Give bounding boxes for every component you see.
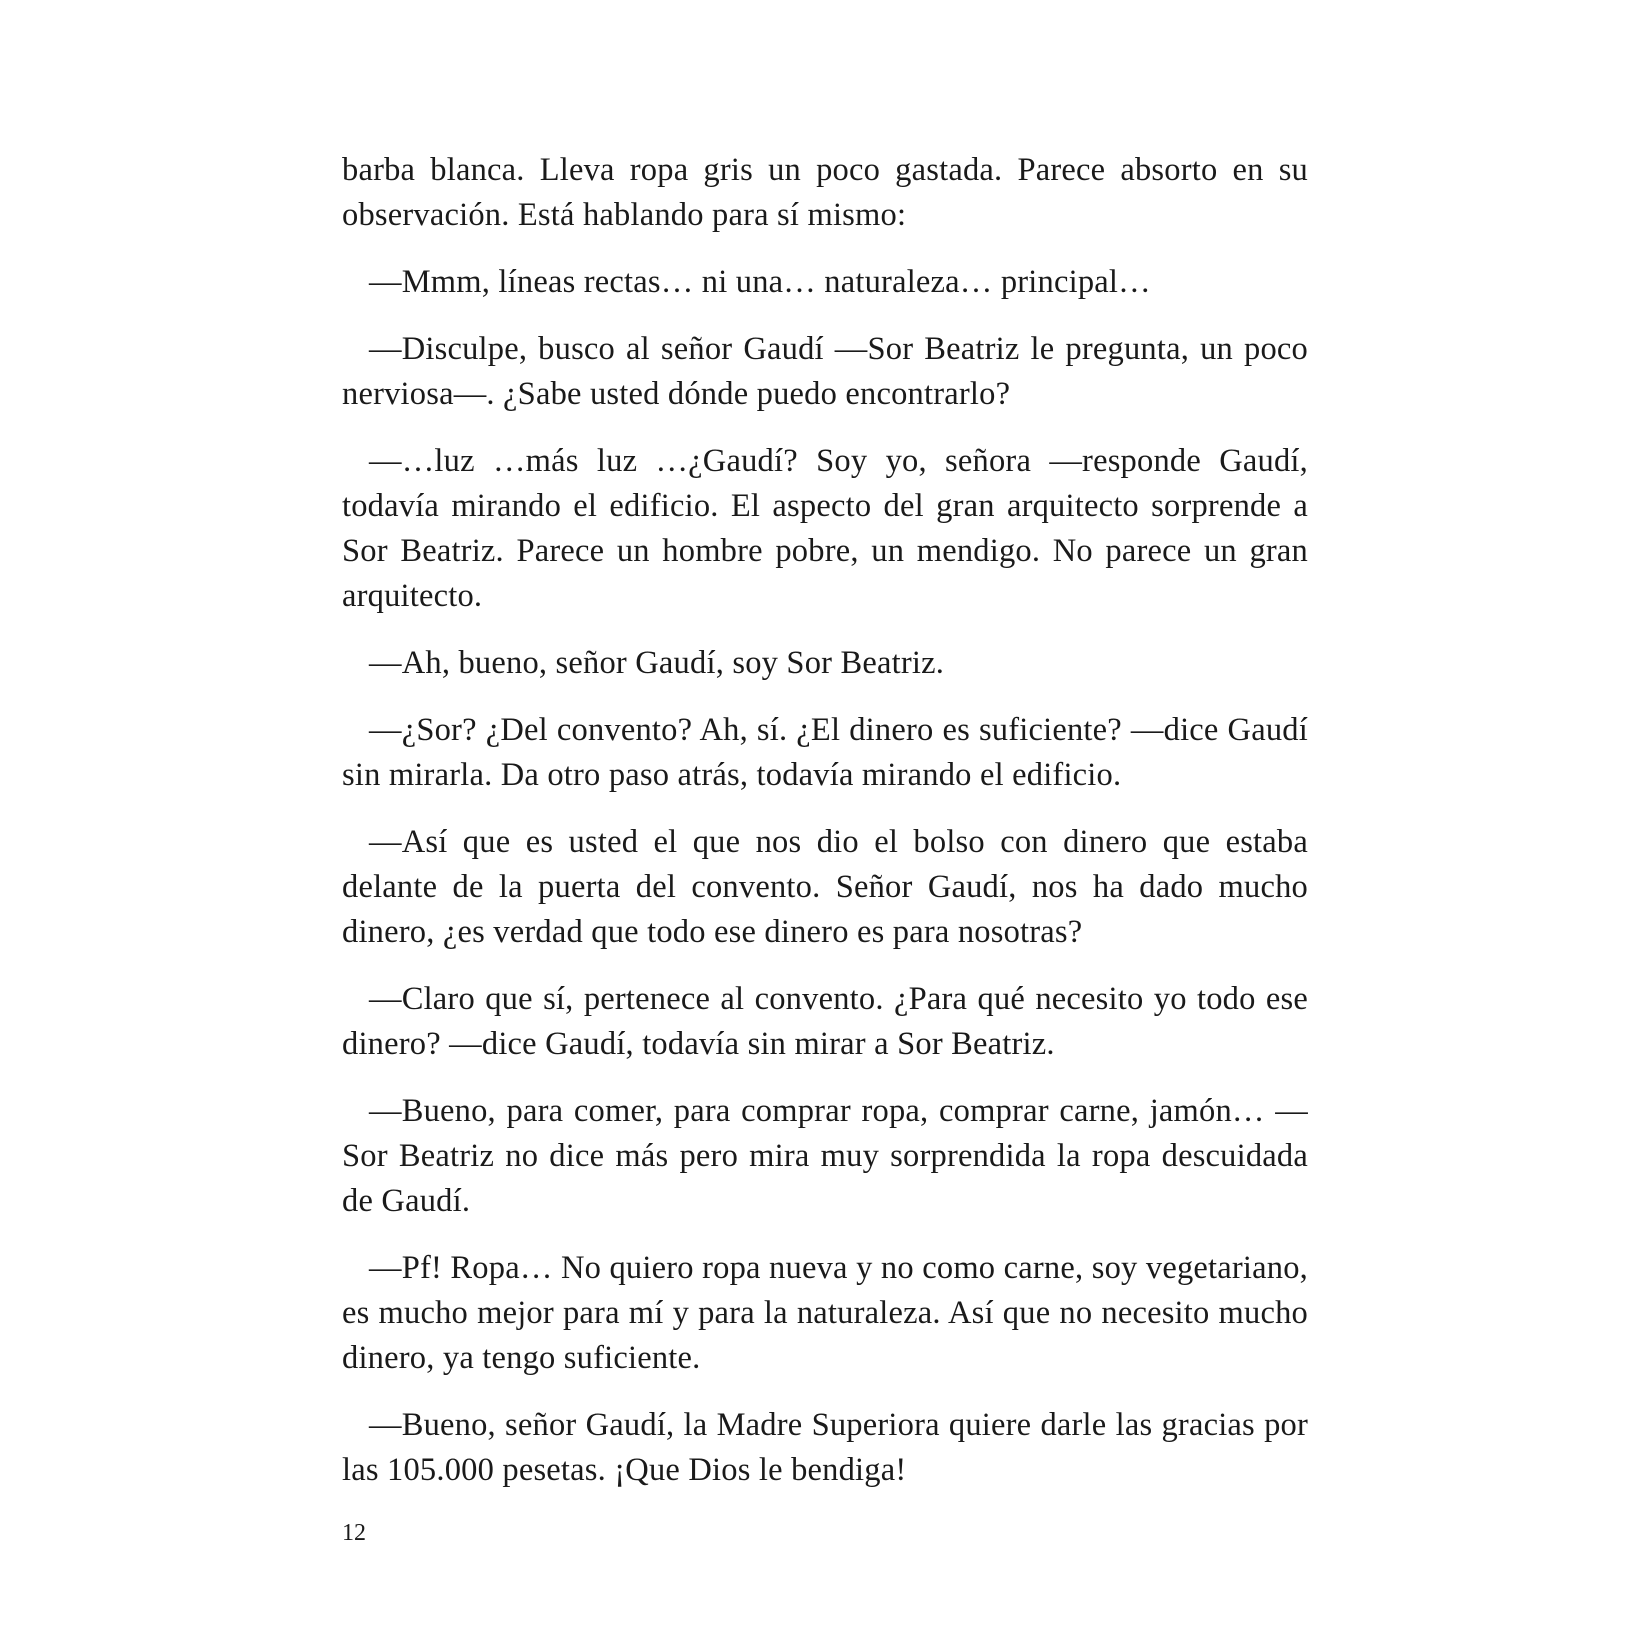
paragraph-5: —Ah, bueno, señor Gaudí, soy Sor Beatriz. xyxy=(369,645,945,681)
paragraph-10: —Pf! Ropa… No quiero ropa nueva y no como carne, soy vegetariano, es mucho mejor para mí y para la naturaleza. Así que no necesito mucho dinero, ya tengo suficiente. xyxy=(342,1250,1308,1376)
paragraph-6: —¿Sor? ¿Del convento? Ah, sí. ¿El dinero es suficiente? —dice Gaudí sin mirarla. Da otro paso atrás, todavía mirando el edificio. xyxy=(342,712,1308,793)
paragraph-1: barba blanca. Lleva ropa gris un poco gastada. Parece absorto en su observación. Está hablando para sí mismo: xyxy=(342,152,1308,233)
body-text xyxy=(342,148,1308,1515)
page-number: 12 xyxy=(342,1520,366,1546)
paragraph-2: —Mmm, líneas rectas… ni una… naturaleza… principal… xyxy=(369,264,1151,300)
paragraph-9: —Bueno, para comer, para comprar ropa, comprar carne, jamón… —Sor Beatriz no dice más pero mira muy sorprendida la ropa descuidada de Gaudí. xyxy=(342,1093,1308,1219)
paragraph-11: —Bueno, señor Gaudí, la Madre Superiora quiere darle las gracias por las 105.000 pesetas. ¡Que Dios le bendiga! xyxy=(342,1407,1308,1488)
paragraph-7: —Así que es usted el que nos dio el bolso con dinero que estaba delante de la puerta del convento. Señor Gaudí, nos ha dado mucho dinero, ¿es verdad que todo ese dinero es para nosotras? xyxy=(342,824,1308,950)
paragraph-3: —Disculpe, busco al señor Gaudí —Sor Beatriz le pregunta, un poco nerviosa—. ¿Sabe usted dónde puedo encontrarlo? xyxy=(342,331,1308,412)
paragraph-4: —…luz …más luz …¿Gaudí? Soy yo, señora —responde Gaudí, todavía mirando el edificio. El aspecto del gran arquitecto sorprende a Sor Beatriz. Parece un hombre pobre, un mendigo. No parece un gran arquitecto. xyxy=(342,443,1308,614)
paragraph-8: —Claro que sí, pertenece al convento. ¿Para qué necesito yo todo ese dinero? —dice Gaudí, todavía sin mirar a Sor Beatriz. xyxy=(342,981,1308,1062)
